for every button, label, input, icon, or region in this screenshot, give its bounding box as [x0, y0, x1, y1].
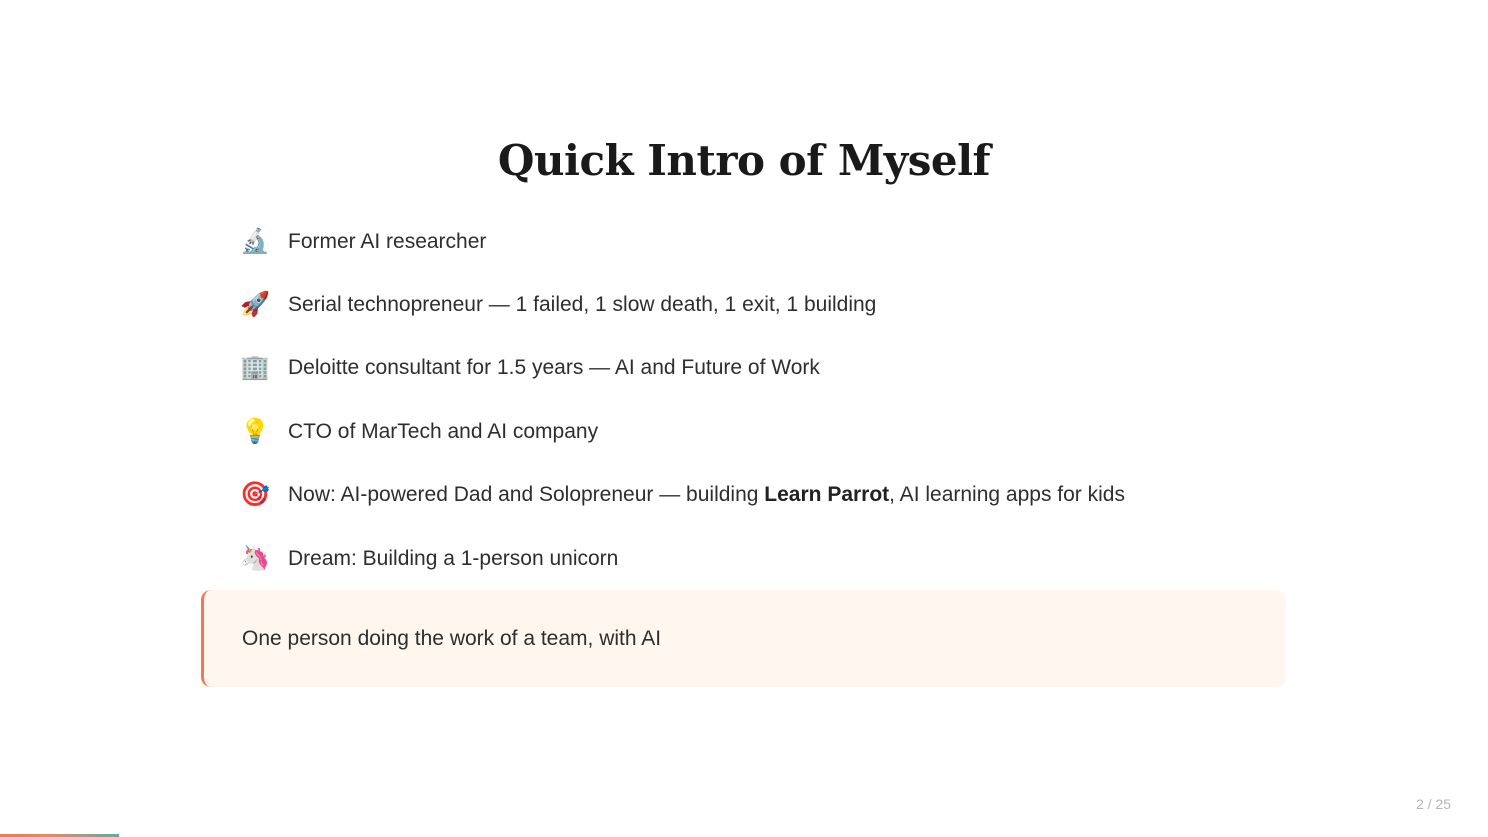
list-item — [240, 273, 1125, 336]
office-building-icon: 🏢 — [240, 354, 270, 382]
bullet-text-before: Now: AI-powered Dad and Solopreneur — building — [288, 483, 765, 507]
page-counter: 2 / 25 — [1415, 796, 1451, 812]
bullet-text: Dream: Building a 1-person unicorn — [288, 546, 619, 570]
bullet-text: Deloitte consultant for 1.5 years — AI and Future of Work — [288, 356, 820, 380]
product-name: Learn Parrot — [764, 483, 890, 507]
list-item — [240, 400, 1125, 463]
target-icon: 🎯 — [240, 481, 270, 509]
slide-title: Quick Intro of Myself — [497, 136, 991, 185]
callout-text: One person doing the work of a team, with AI — [242, 626, 662, 650]
rocket-icon: 🚀 — [240, 291, 270, 319]
list-item — [240, 527, 1125, 590]
unicorn-icon: 🦄 — [240, 544, 270, 572]
microscope-icon: 🔬 — [240, 227, 270, 255]
bullet-text-after: , AI learning apps for kids — [889, 483, 1125, 507]
bullet-list — [240, 210, 1125, 590]
bullet-text: Former AI researcher — [288, 229, 487, 253]
list-item — [240, 337, 1125, 400]
bullet-text: Serial technopreneur — 1 failed, 1 slow death, 1 exit, 1 building — [288, 293, 877, 317]
bullet-text — [288, 483, 1125, 507]
bullet-text: CTO of MarTech and AI company — [288, 419, 599, 443]
list-item — [240, 210, 1125, 273]
list-item — [240, 464, 1125, 527]
callout-box — [201, 590, 1286, 687]
lightbulb-icon: 💡 — [240, 417, 270, 445]
